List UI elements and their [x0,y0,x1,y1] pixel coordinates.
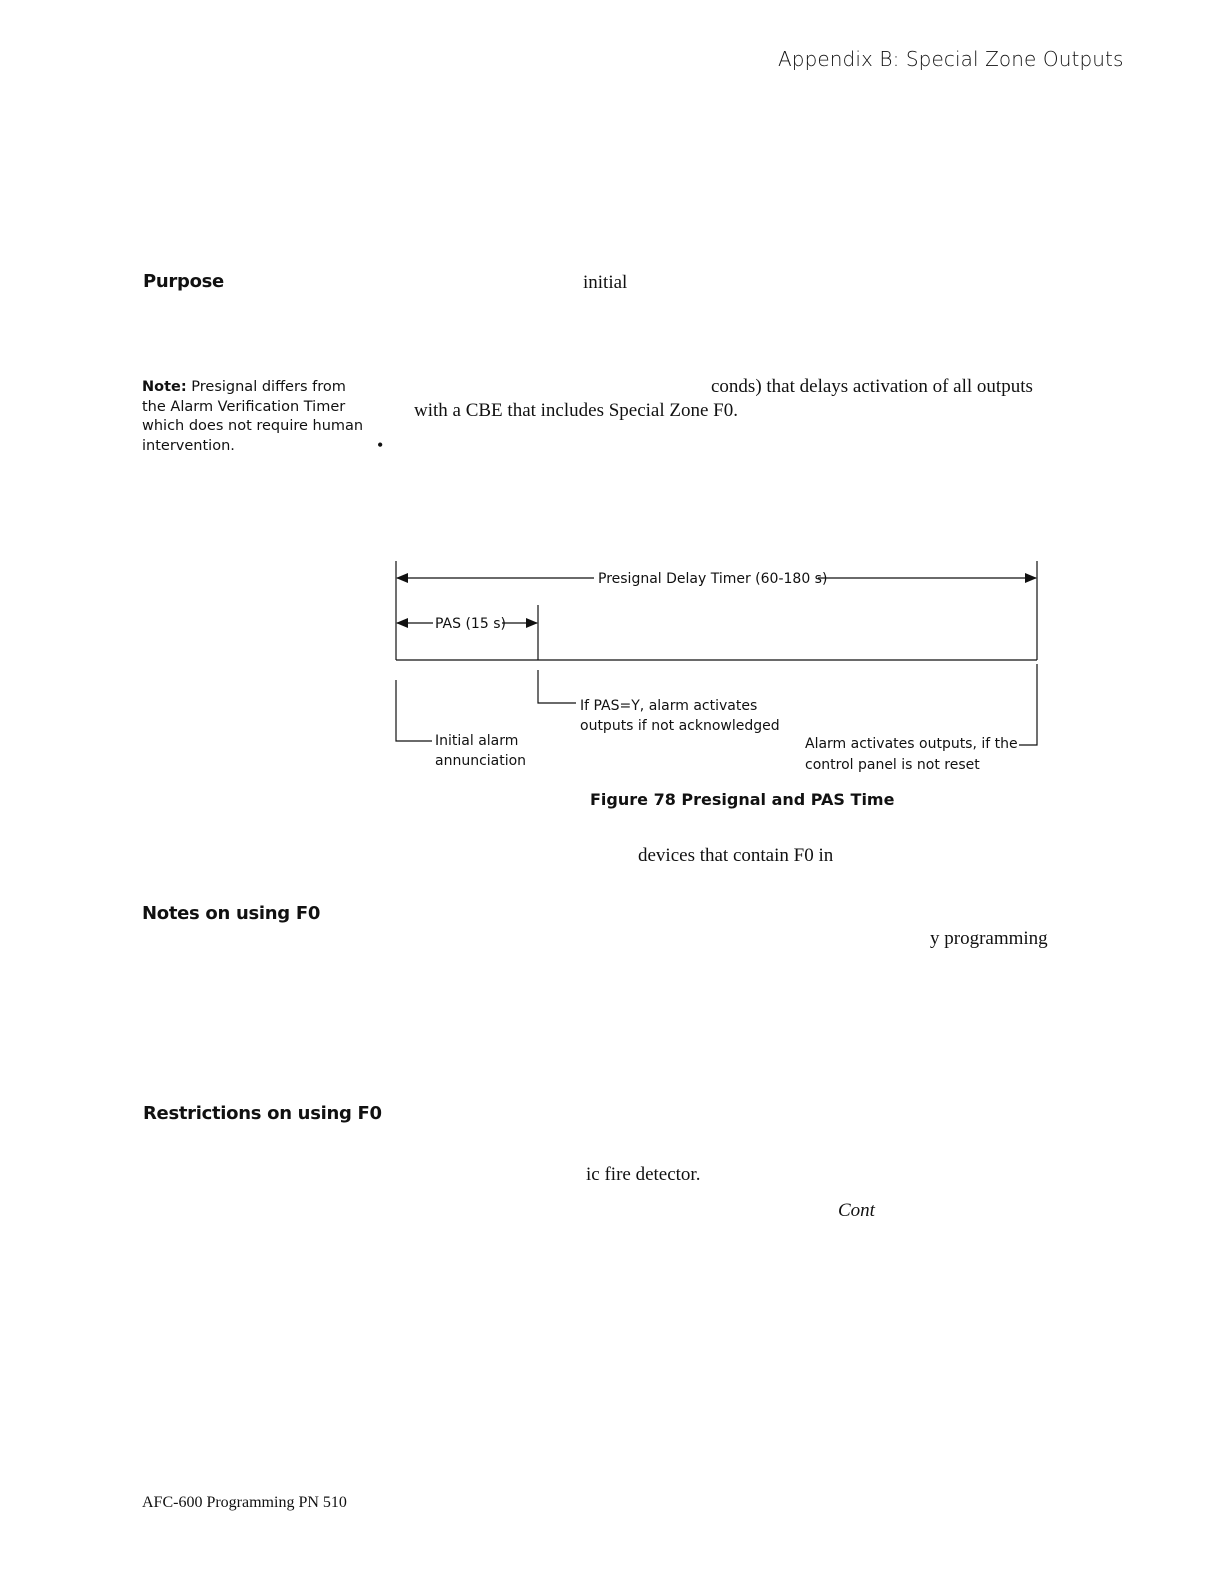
callout-initial-line1: Initial alarm [435,733,519,749]
callout-pas-line2: outputs if not acknowledged [580,718,780,734]
pas-label: PAS (15 s) [435,616,506,632]
restrictions-fragment: ic fire detector. [586,1164,701,1185]
note-text: Presignal differs from the Alarm Verification Timer which does not require human intervention. [142,379,364,454]
continued-marker: Cont [838,1200,875,1221]
callout-end-line1: Alarm activates outputs, if the [805,736,1018,752]
purpose-heading: Purpose [143,271,224,292]
bullet: • [377,435,384,455]
callout-pas-line1: If PAS=Y, alarm activates [580,698,758,714]
figure-caption: Figure 78 Presignal and PAS Time [590,790,895,809]
purpose-text-fragment: initial [583,272,628,293]
leader-initial [396,680,432,741]
page-header: Appendix B: Special Zone Outputs [778,47,1124,71]
callout-end-line2: control panel is not reset [805,757,980,773]
leader-end [1019,664,1037,745]
restrictions-heading: Restrictions on using F0 [143,1103,382,1124]
body-line-1: conds) that delays activation of all outputs [711,376,1033,397]
leader-pas [538,670,576,703]
body-line-2: with a CBE that includes Special Zone F0. [414,400,739,421]
callout-initial-line2: annunciation [435,753,527,769]
after-figure-fragment: devices that contain F0 in [638,845,834,866]
note-label: Note: [142,379,187,395]
page-footer: AFC-600 Programming PN 510 [142,1494,347,1511]
notes-fragment: y programming [930,928,1048,949]
notes-on-f0-heading: Notes on using F0 [142,903,321,924]
timer-label: Presignal Delay Timer (60-180 s) [598,571,828,587]
